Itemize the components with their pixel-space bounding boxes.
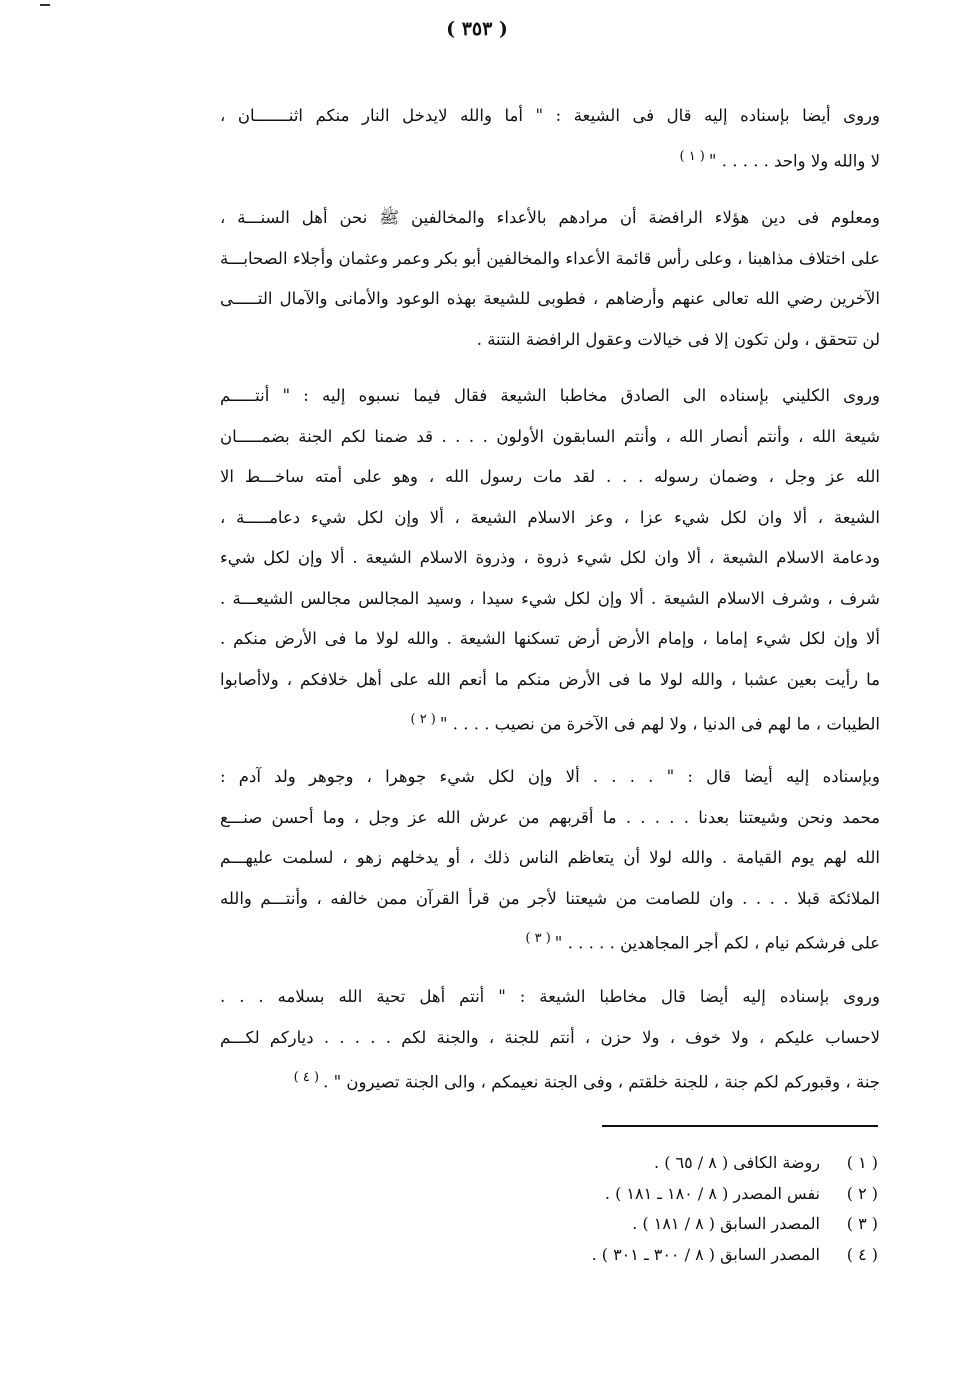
- text-line: الشيعة ، ألا وان لكل شيء عزا ، وعز الاسلام الشيعة ، ألا وإن لكل شيء دعامـــــة ،: [220, 507, 880, 527]
- text-line: لا والله ولا واحد . . . . . "$^{( ١ )}$: [679, 148, 880, 170]
- text-line: ما رأيت بعين عشبا ، والله لولا ما فى الأرض منكم ما أنعم الله على أهل خلافكم ، ولاأصابوا: [220, 669, 880, 689]
- text-line: الملائكة قبلا . . . . وان للصامت من شيعتنا لأجر من قرأ القرآن ممن خالفه ، وأنتـــم والله: [220, 888, 880, 908]
- text-line: وبإسناده إليه أيضا قال : " . . . . ألا وإن لكل شيء جوهرا ، وجوهر ولد آدم :: [220, 767, 880, 786]
- paragraph-2: [220, 198, 880, 360]
- footnote-number: ( ٤ ): [846, 1244, 878, 1264]
- text-line: وروى بإسناده إليه أيضا قال مخاطبا الشيعة : " أنتم أهل تحية الله بسلامه . . .: [220, 987, 880, 1006]
- paragraph-4: [220, 757, 880, 964]
- footnote-item: [518, 1209, 878, 1240]
- text-line: الله لهم يوم القيامة . والله لولا أن يتعاظم الناس ذلك ، أو يدخلهم زهو ، لسلمت عليهـــم: [220, 848, 880, 867]
- text-line: لن تتحقق ، ولن تكون إلا فى خيالات وعقول الرافضة النتنة .: [476, 329, 880, 349]
- text-line: شيعة الله ، وأنتم أنصار الله ، وأنتم السابقون الأولون . . . . قد ضمنا لكم الجنة بضمـــــان: [220, 426, 880, 446]
- text-line: وروى الكليني بإسناده الى الصادق مخاطبا الشيعة فقال فيما نسبوه إليه : " أنتـــــم: [220, 386, 880, 405]
- footnotes-list: [518, 1148, 878, 1270]
- footnote-item: [518, 1240, 878, 1271]
- footnote-reference: ( ٤ ): [293, 1070, 320, 1085]
- footnote-item: [518, 1148, 878, 1179]
- scan-corner-mark: [40, 4, 50, 6]
- text-line: ومعلوم فى دين هؤلاء الرافضة أن مرادهم بالأعداء والمخالفين ﷺ نحن أهل السنـــة ،: [220, 208, 880, 227]
- paragraph-1: [220, 96, 880, 182]
- text-line: ودعامة الاسلام الشيعة ، ألا وان لكل شيء ذروة ، وذروة الاسلام الشيعة . ألا وإن لكل شيء: [220, 548, 880, 567]
- footnote-text: المصدر السابق ( ٨ / ٣٠٠ ـ ٣٠١ ) .: [591, 1244, 820, 1264]
- footnote-number: ( ١ ): [846, 1153, 878, 1172]
- text-line: شرف ، وشرف الاسلام الشيعة . ألا وإن لكل شيء سيدا ، وسيد المجالس مجالس الشيعـــة .: [220, 588, 880, 608]
- paragraph-3: [220, 376, 880, 745]
- text-line: الآخرين رضي الله تعالى عنهم وأرضاهم ، فطوبى للشيعة بهذه الوعود والأمانى والآمال التـــــى: [220, 289, 881, 308]
- footnote-item: [518, 1179, 878, 1210]
- text-line: محمد ونحن وشيعتنا بعدنا . . . . . ما أقربهم من عرش الله عز وجل ، وما أحسن صنـــع: [220, 807, 880, 827]
- paragraph-5: [220, 977, 880, 1103]
- text-line: لاحساب عليكم ، ولا خوف ، ولا حزن ، أنتم للجنة ، والجنة لكم . . . . . دياركم لكـــم: [220, 1027, 880, 1047]
- text-line: الطيبات ، ما لهم فى الدنيا ، ولا لهم فى الآخرة من نصيب . . . . "$^{( ٢ )}$: [410, 712, 880, 734]
- text-line: الله عز وجل ، وضمان رسوله . . . لقد مات رسول الله ، وهو على أمته ساخـــط الا: [220, 467, 880, 486]
- footnote-reference: ( ٣ ): [525, 931, 551, 946]
- footnote-text: روضة الكافى ( ٨ / ٦٥ ) .: [654, 1153, 820, 1172]
- footnote-reference: ( ٢ ): [410, 712, 436, 727]
- text-line: على فرشكم نيام ، لكم أجر المجاهدين . . . . . "$^{( ٣ )}$: [525, 931, 880, 953]
- footnote-text: المصدر السابق ( ٨ / ١٨١ ) .: [632, 1214, 820, 1233]
- page-number: ( ٣٥٣ ): [446, 18, 508, 40]
- text-line: ألا وإن لكل شيء إماما ، وإمام الأرض أرض تسكنها الشيعة . والله لولا ما فى الأرض منكم .: [220, 629, 880, 648]
- footnote-reference: ( ١ ): [679, 148, 705, 164]
- footnote-number: ( ٣ ): [846, 1214, 878, 1233]
- text-line: وروى أيضا بإسناده إليه قال فى الشيعة : " أما والله لايدخل النار منكم اثنـــــــان ،: [220, 106, 880, 125]
- text-line: جنة ، وقبوركم لكم جنة ، للجنة خلقتم ، وفى الجنة نعيمكم ، والى الجنة تصيرون " .$^{( ٤ )}$: [293, 1070, 880, 1092]
- footnote-divider: [602, 1125, 878, 1127]
- footnote-number: ( ٢ ): [846, 1183, 878, 1203]
- text-line: على اختلاف مذاهبنا ، وعلى رأس قائمة الأعداء والمخالفين أبو بكر وعمر وعثمان وأجلاء الصحابـــة: [220, 248, 880, 268]
- footnote-text: نفس المصدر ( ٨ / ١٨٠ ـ ١٨١ ) .: [604, 1183, 820, 1203]
